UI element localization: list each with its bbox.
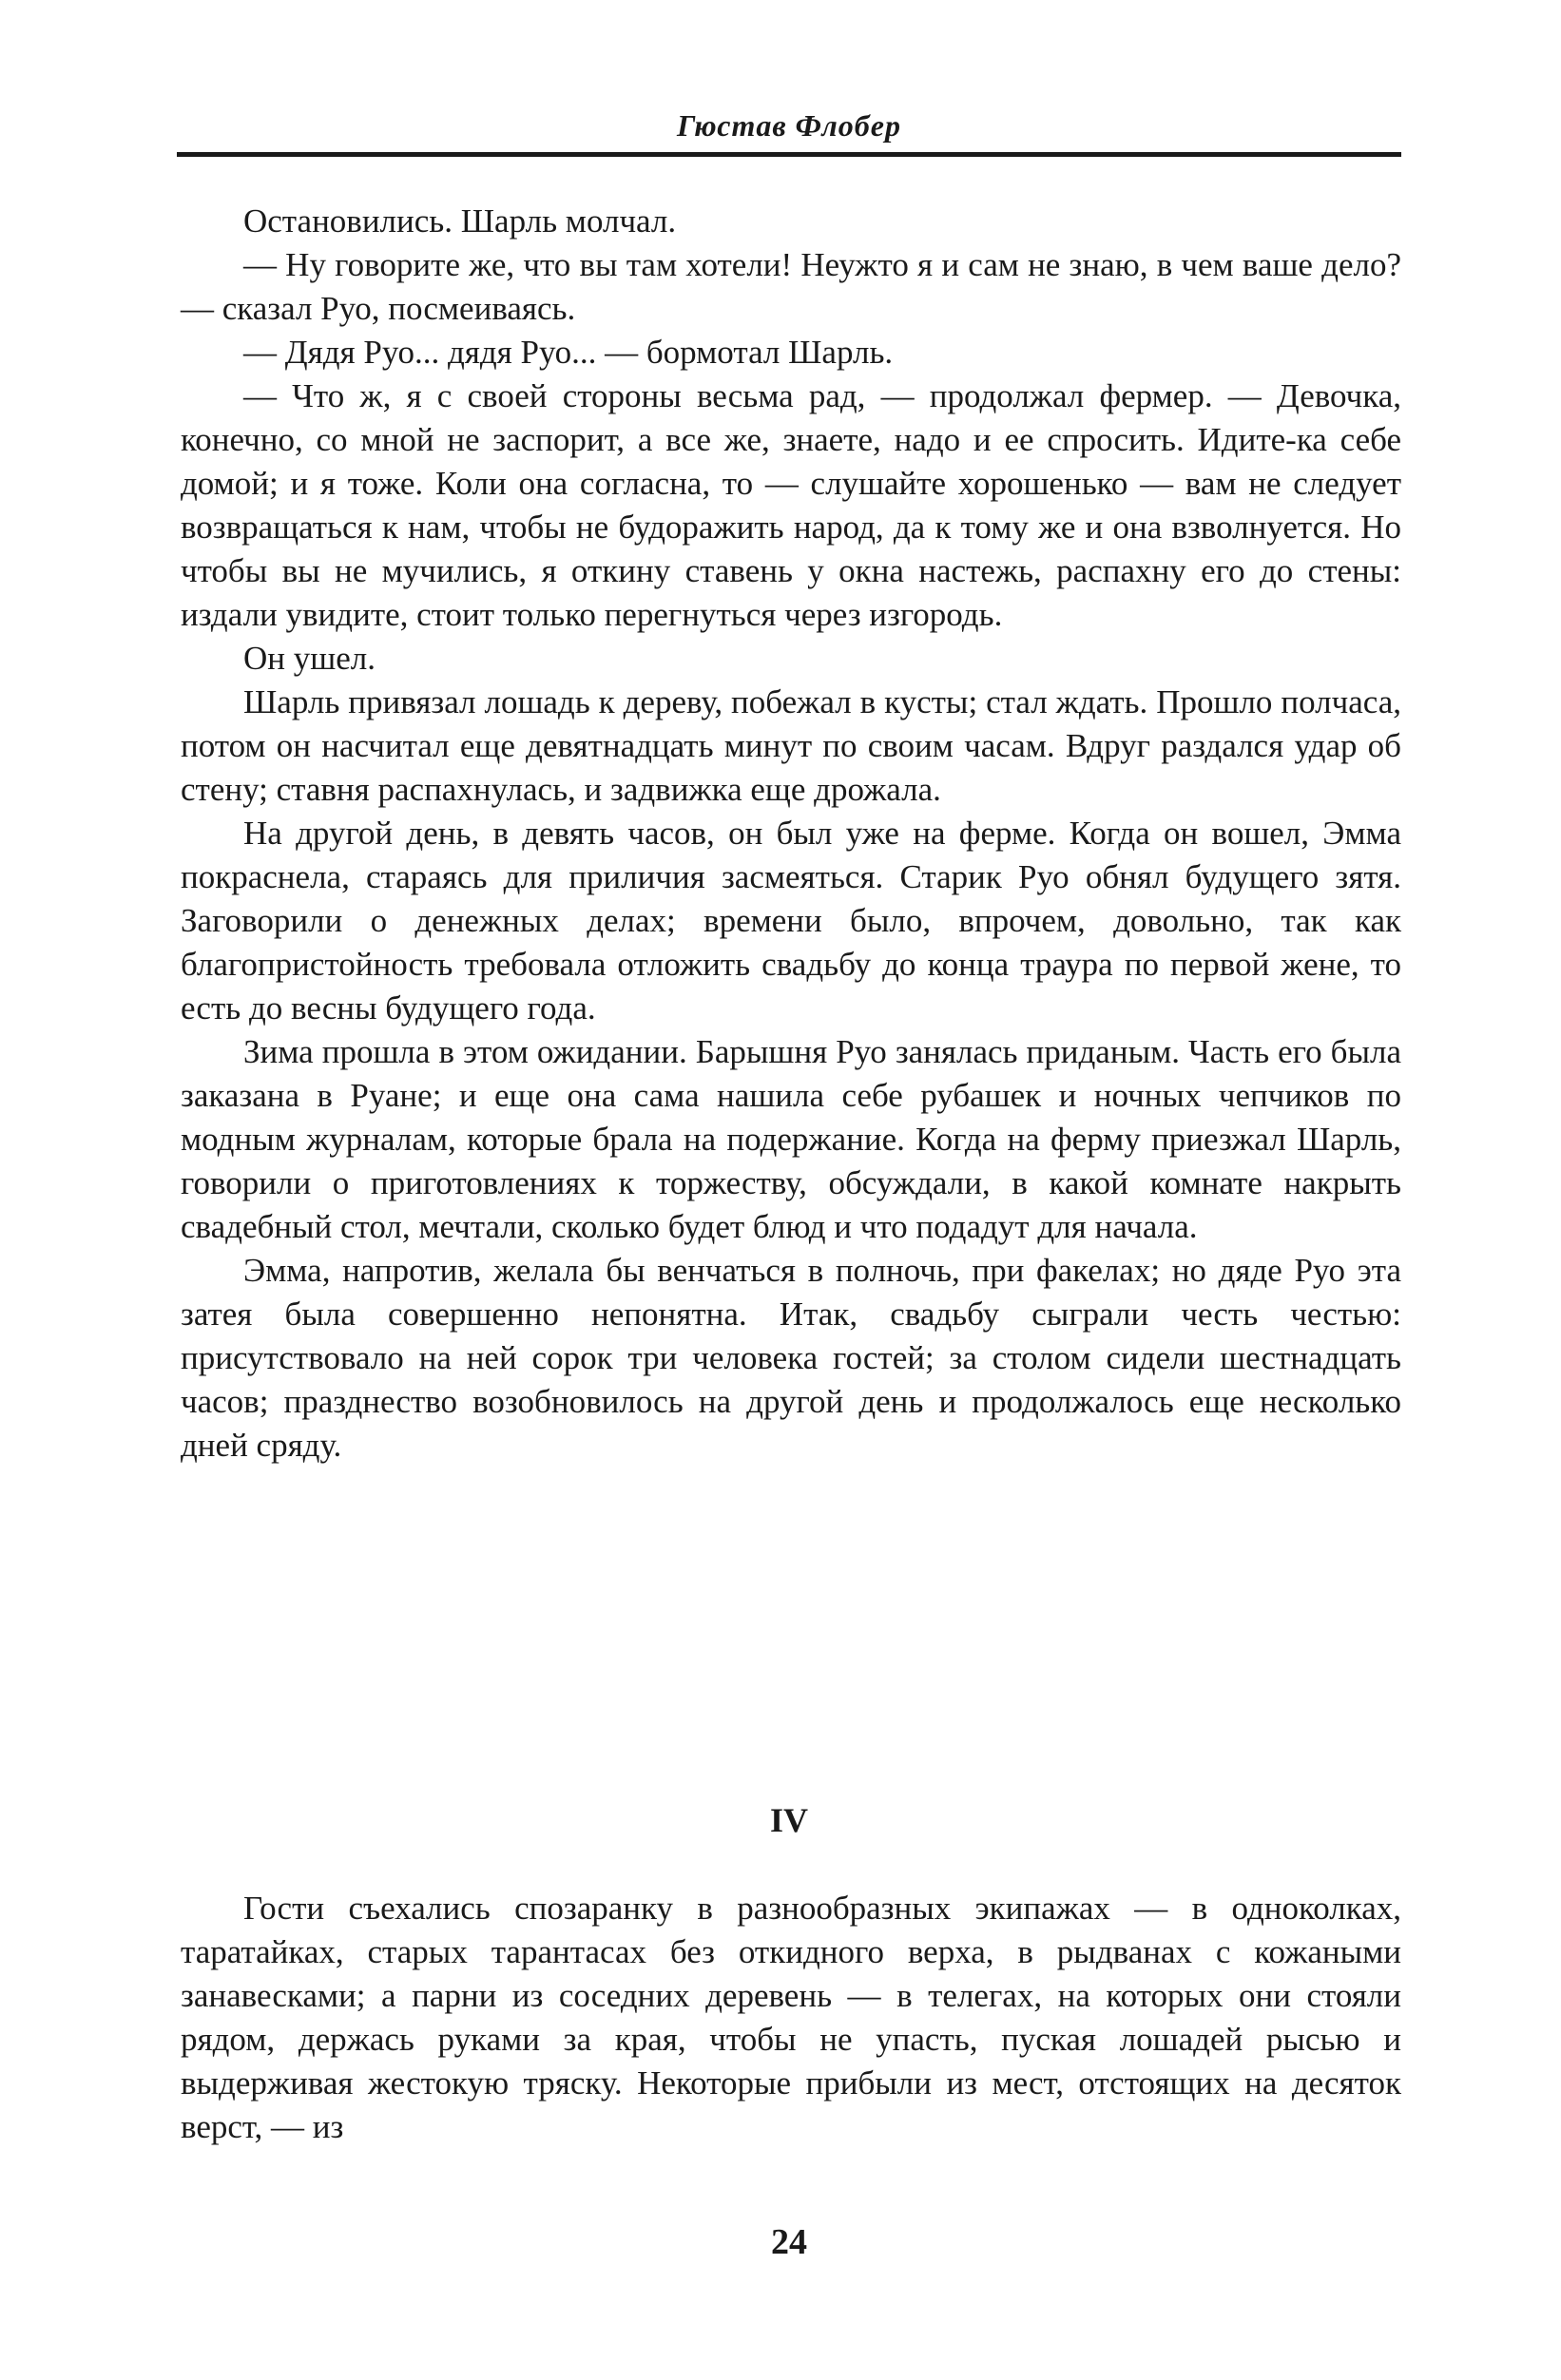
paragraph: Эмма, напротив, желала бы венчаться в полночь, при факелах; но дяде Руо эта затея была совершенно непонятна. Итак, свадьбу сыграли честь честью: присутствовало на ней сорок три человека гостей; за столом сидели шестнадцать часов; празднество возобновилось на другой день и продолжалось еще несколько дней сряду. bbox=[181, 1252, 1401, 1464]
page-number: 24 bbox=[771, 2222, 807, 2262]
paragraph: Шарль привязал лошадь к дереву, побежал в кусты; стал ждать. Прошло полчаса, потом он насчитал еще девятнадцать минут по своим часам. Вдруг раздался удар об стену; ставня распахнулась, и задвижка еще дрожала. bbox=[181, 683, 1401, 808]
running-head: Гюстав Флобер bbox=[677, 108, 901, 143]
chapter-heading: IV bbox=[769, 1801, 808, 1839]
paragraph: — Что ж, я с своей стороны весьма рад, — продолжал фермер. — Девочка, конечно, со мной не заспорит, а все же, знаете, надо и ее спросить. Идите-ка себе домой; и я тоже. Коли она согласна, то — слушайте хорошенько — вам не следует возвращаться к нам, чтобы не будоражить народ, да к тому же и она взволнуется. Но чтобы вы не мучились, я откину ставень у окна настежь, распахну его до стены: издали увидите, стоит только перегнуться через изгородь. bbox=[181, 377, 1401, 633]
paragraph: Зима прошла в этом ожидании. Барышня Руо занялась приданым. Часть его была заказана в Руане; и еще она сама нашила себе рубашек и ночных чепчиков по модным журналам, которые брала на подержание. Когда на ферму приезжал Шарль, говорили о приготовлениях к торжеству, обсуждали, в какой комнате накрыть свадебный стол, мечтали, сколько будет блюд и что подадут для начала. bbox=[181, 1033, 1401, 1245]
body-text bbox=[181, 200, 1401, 1468]
paragraph: Остановились. Шарль молчал. bbox=[243, 202, 677, 240]
paragraph: — Ну говорите же, что вы там хотели! Неужто я и сам не знаю, в чем ваше дело? — сказал Руо, посмеиваясь. bbox=[181, 246, 1401, 327]
paragraph: На другой день, в девять часов, он был уже на ферме. Когда он вошел, Эмма покраснела, стараясь для приличия засмеяться. Старик Руо обнял будущего зятя. Заговорили о денежных делах; времени было, впрочем, довольно, так как благопристойность требовала отложить свадьбу до конца траура по первой жене, то есть до весны будущего года. bbox=[181, 815, 1401, 1027]
paragraph: Он ушел. bbox=[243, 640, 376, 677]
chapter-text bbox=[181, 1887, 1401, 2149]
paragraph: — Дядя Руо... дядя Руо... — бормотал Шарль. bbox=[243, 334, 894, 371]
header-rule bbox=[177, 152, 1401, 157]
paragraph: Гости съехались спозаранку в разнообразных экипажах — в одноколках, таратайках, старых тарантасах без откидного верха, в рыдванах с кожаными занавесками; а парни из соседних деревень — в телегах, на которых они стояли рядом, держась руками за края, чтобы не упасть, пуская лошадей рысью и выдерживая жестокую тряску. Некоторые прибыли из мест, отстоящих на десяток верст, — из bbox=[181, 1890, 1401, 2145]
